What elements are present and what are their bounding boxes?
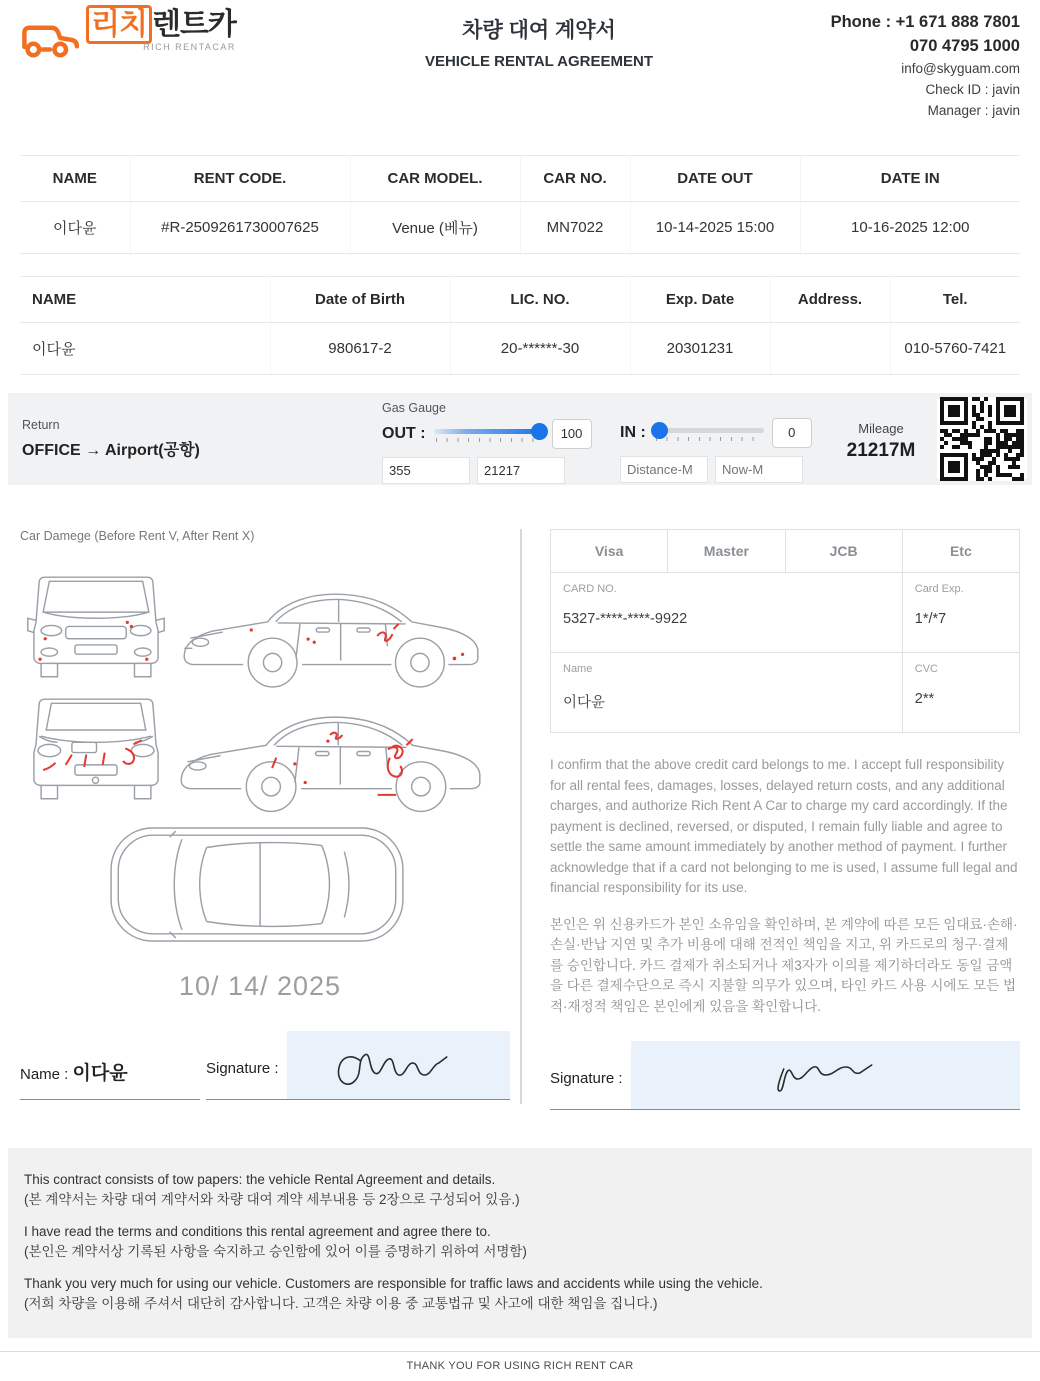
col-driver-name: NAME <box>20 277 270 323</box>
card-exp-value: 1*/*7 <box>914 611 947 627</box>
mileage-label: Mileage <box>858 421 904 436</box>
col-name: NAME <box>20 156 130 202</box>
car-model: Venue (베뉴) <box>350 202 520 254</box>
in-now-input[interactable] <box>715 456 803 483</box>
gas-in-slider-handle[interactable] <box>651 422 668 439</box>
card-signature <box>631 1041 1020 1109</box>
col-rent-code: RENT CODE. <box>130 156 350 202</box>
rental-table-row <box>20 202 1020 254</box>
driver-name: 이다윤 <box>20 323 270 375</box>
terms-line-1-en: This contract consists of tow papers: the vehicle Rental Agreement and details. <box>24 1172 496 1187</box>
driver-table-row <box>20 323 1020 375</box>
page-title <box>425 10 653 150</box>
col-lic-no: LIC. NO. <box>450 277 630 323</box>
car-no: MN7022 <box>520 202 630 254</box>
terms-line-1-kr: (본 계약서는 차량 대여 계약서와 차량 대여 계약 세부내용 등 2장으로 구성되어 있음.) <box>24 1192 520 1207</box>
card-brand-master[interactable]: Master <box>668 530 785 573</box>
gas-gauge-out-block <box>382 399 612 479</box>
gas-out-slider[interactable] <box>434 424 544 444</box>
gas-in-slider-track <box>654 428 764 433</box>
email: info@skyguam.com <box>901 61 1020 76</box>
gas-out-slider-ticks <box>436 438 542 442</box>
col-date-in: DATE IN <box>800 156 1020 202</box>
terms-line-2-en: I have read the terms and conditions this rental agreement and agree there to. <box>24 1224 491 1239</box>
card-signature-label: Signature : <box>550 1070 623 1087</box>
footer-thanks: THANK YOU FOR USING RICH RENT CAR <box>406 1360 634 1372</box>
damage-marks <box>272 733 413 795</box>
col-tel: Tel. <box>890 277 1020 323</box>
logo-car-icon <box>18 16 82 60</box>
logo-kr-dark: 렌트카 <box>151 8 236 41</box>
car-front-view[interactable] <box>26 569 166 687</box>
qr-block <box>937 399 1027 479</box>
logo-kr-orange: 리치 <box>86 5 152 44</box>
col-date-out: DATE OUT <box>630 156 800 202</box>
terms-line-3-en: Thank you very much for using our vehicle. Customers are responsible for traffic laws and accidents while using the vehicle. <box>24 1276 763 1291</box>
driver-exp-date: 20301231 <box>630 323 770 375</box>
renter-name: 이다윤 <box>20 202 130 254</box>
out-label: OUT : <box>382 425 426 442</box>
gas-in-slider[interactable] <box>654 423 764 443</box>
rental-table-header-row <box>20 156 1020 202</box>
phone-primary: Phone : +1 671 888 7801 <box>830 13 1020 31</box>
gas-gauge-label: Gas Gauge <box>382 401 446 415</box>
car-top-view[interactable] <box>108 821 406 948</box>
logo <box>18 10 318 150</box>
rent-code: #R-2509261730007625 <box>130 202 350 254</box>
driver-lic-no: 20-******-30 <box>450 323 630 375</box>
col-car-model: CAR MODEL. <box>350 156 520 202</box>
driver-tel: 010-5760-7421 <box>890 323 1020 375</box>
car-side-view-right[interactable] <box>178 565 483 692</box>
customer-name-field <box>20 1058 200 1100</box>
name-value: 이다윤 <box>72 1063 128 1084</box>
driver-dob: 980617-2 <box>270 323 450 375</box>
gas-out-value[interactable]: 100 <box>552 419 592 449</box>
driver-address <box>770 323 890 375</box>
vertical-divider <box>520 529 522 1104</box>
card-table <box>550 529 1020 733</box>
card-cvc-cell <box>903 653 1020 733</box>
mileage-value: 21217M <box>846 440 916 461</box>
terms-line-3-kr: (저희 차량을 이용해 주셔서 대단히 감사합니다. 고객은 차량 이용 중 교통법규 및 사고에 대한 책임을 집니다.) <box>24 1296 658 1311</box>
driver-info-table <box>20 276 1020 375</box>
col-address: Address. <box>770 277 890 323</box>
card-number-cell <box>551 573 903 653</box>
in-distance-input[interactable] <box>620 456 708 483</box>
header <box>0 0 1040 150</box>
card-exp-cell <box>903 573 1020 653</box>
card-cvc-label: CVC <box>914 663 938 675</box>
card-name-value: 이다윤 <box>563 695 606 711</box>
in-label: IN : <box>620 424 646 441</box>
phone-secondary: 070 4795 1000 <box>909 37 1020 55</box>
title-english: VEHICLE RENTAL AGREEMENT <box>424 53 654 70</box>
car-damage-title: Car Damege (Before Rent V, After Rent X) <box>20 529 255 543</box>
gas-out-slider-track <box>434 429 544 434</box>
card-confirmation-korean: 본인은 위 신용카드가 본인 소유임을 확인하며, 본 계약에 따른 모든 임대료·손해·손실·반납 지연 및 추가 비용에 대해 전적인 책임을 지고, 위 카드로의 청구·결제를 승인합니다. 카드 결제가 취소되거나 제3자가 이의를 제기하더라도 동일 금액을 다른 결제수단으로 즉시 지불할 의무가 있으며, 타인 카드 사용 시에도 모든 법적·재정적 책임은 본인에게 있음을 확인합니다. <box>550 916 1018 1014</box>
terms-line-2-kr: (본인은 계약서상 기록된 사항을 숙지하고 승인함에 있어 이를 증명하기 위하여 서명함) <box>24 1244 527 1259</box>
card-confirmation-english: I confirm that the above credit card belongs to me. I accept full responsibility for all rental fees, damages, losses, delayed return costs, and any additional charges, and authorize Rich Rent A Car to charge my card accordingly. If the payment is declined, reversed, or disputed, I remain fully liable and agree to settle the same amount immediately by another method of payment. I further acknowledge that if a card not belonging to me is used, I assume full legal and financial responsibility for its use. <box>550 757 1018 895</box>
date-in: 10-16-2025 12:00 <box>800 202 1020 254</box>
mileage-block <box>825 399 937 479</box>
date-out: 10-14-2025 15:00 <box>630 202 800 254</box>
card-name-label: Name <box>563 663 593 675</box>
return-block <box>22 399 382 479</box>
inspection-date: 10/ 14/ 2025 <box>178 971 342 1001</box>
customer-signature-pad[interactable] <box>287 1031 510 1099</box>
card-name-cell <box>551 653 903 733</box>
driver-table-header-row <box>20 277 1020 323</box>
title-korean: 차량 대여 계약서 <box>462 19 616 42</box>
car-rear-view[interactable] <box>26 691 166 809</box>
gauge-strip <box>8 393 1032 485</box>
card-brand-etc[interactable]: Etc <box>903 530 1020 573</box>
col-car-no: CAR NO. <box>520 156 630 202</box>
gas-gauge-in-block <box>620 399 825 479</box>
logo-subtitle: RICH RENTACAR <box>143 42 236 52</box>
signature-label: Signature : <box>206 1060 279 1077</box>
gas-in-slider-ticks <box>656 437 762 441</box>
car-side-view-left[interactable] <box>175 687 485 817</box>
card-cvc-value: 2** <box>914 691 935 707</box>
card-brand-jcb[interactable]: JCB <box>786 530 903 573</box>
credit-card-section <box>550 529 1020 1104</box>
car-damage-section <box>20 529 518 1104</box>
check-id: Check ID : javin <box>925 82 1020 97</box>
gas-in-value[interactable]: 0 <box>772 418 812 448</box>
return-label: Return <box>22 418 60 432</box>
out-now-input[interactable] <box>477 457 565 484</box>
name-label: Name : <box>20 1066 69 1083</box>
col-dob: Date of Birth <box>270 277 450 323</box>
out-distance-input[interactable] <box>382 457 470 484</box>
terms-block <box>8 1148 1032 1338</box>
customer-signature <box>287 1031 510 1099</box>
card-exp-label: Card Exp. <box>914 583 964 595</box>
card-brand-visa[interactable]: Visa <box>551 530 668 573</box>
card-number-label: CARD NO. <box>563 583 617 595</box>
page-footer <box>0 1351 1040 1381</box>
rental-info-table <box>20 155 1020 254</box>
contact-info <box>760 10 1020 150</box>
gas-out-slider-handle[interactable] <box>531 423 548 440</box>
card-signature-pad[interactable] <box>631 1041 1020 1109</box>
qr-code <box>940 397 1024 481</box>
col-exp-date: Exp. Date <box>630 277 770 323</box>
logo-text <box>86 10 236 52</box>
manager: Manager : javin <box>927 103 1020 118</box>
return-route: OFFICE → Airport(공항) <box>22 442 200 459</box>
card-number-value: 5327-****-****-9922 <box>563 611 688 627</box>
